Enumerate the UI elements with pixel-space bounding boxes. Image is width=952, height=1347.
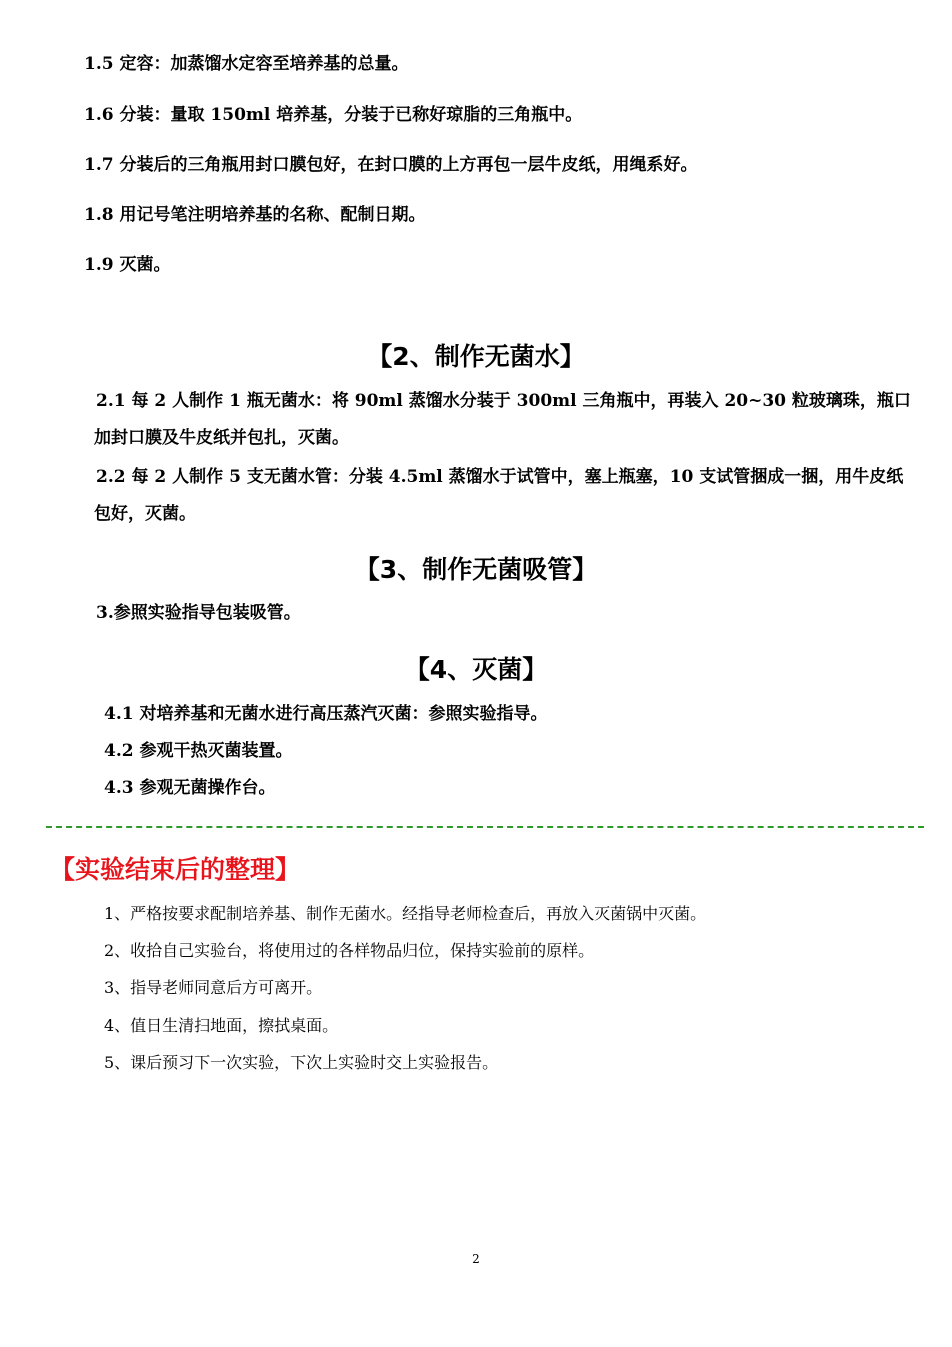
cleanup-item-5: 5、课后预习下一次实验，下次上实验时交上实验报告。 [104, 1053, 499, 1072]
step-1-6: 1.6 分装：量取 150ml 培养基，分装于已称好琼脂的三角瓶中。 [84, 105, 583, 125]
step-1-7: 1.7 分装后的三角瓶用封口膜包好，在封口膜的上方再包一层牛皮纸，用绳系好。 [84, 155, 698, 175]
cleanup-item-2: 2、收拾自己实验台，将使用过的各样物品归位，保持实验前的原样。 [104, 941, 595, 960]
step-2-1: 2.1 每 2 人制作 1 瓶无菌水：将 90ml 蒸馏水分装于 300ml 三角瓶中，再装入 20~30 粒玻璃珠，瓶口加封口膜及牛皮纸并包扎，灭菌。 [94, 391, 911, 448]
cleanup-item-3: 3、指导老师同意后方可离开。 [104, 978, 323, 997]
section-divider [46, 826, 924, 828]
cleanup-title: 【实验结束后的整理】 [50, 855, 301, 884]
step-4-1: 4.1 对培养基和无菌水进行高压蒸汽灭菌：参照实验指导。 [104, 704, 548, 724]
step-1-9: 1.9 灭菌。 [84, 255, 171, 275]
section-3-title: 【3、制作无菌吸管】 [354, 555, 598, 584]
step-3: 3.参照实验指导包装吸管。 [96, 603, 301, 623]
page-number: 2 [472, 1252, 480, 1266]
step-1-5: 1.5 定容：加蒸馏水定容至培养基的总量。 [84, 54, 409, 74]
section-4-title: 【4、灭菌】 [404, 655, 548, 684]
cleanup-item-1: 1、严格按要求配制培养基、制作无菌水。经指导老师检查后，再放入灭菌锅中灭菌。 [104, 904, 707, 923]
cleanup-item-4: 4、值日生清扫地面，擦拭桌面。 [104, 1016, 339, 1035]
step-4-2: 4.2 参观干热灭菌装置。 [104, 741, 293, 761]
step-4-3: 4.3 参观无菌操作台。 [104, 778, 276, 798]
step-2-2: 2.2 每 2 人制作 5 支无菌水管：分装 4.5ml 蒸馏水于试管中，塞上瓶塞，10 支试管捆成一捆，用牛皮纸包好，灭菌。 [94, 467, 904, 524]
section-2-title: 【2、制作无菌水】 [367, 342, 585, 371]
step-1-8: 1.8 用记号笔注明培养基的名称、配制日期。 [84, 205, 426, 225]
